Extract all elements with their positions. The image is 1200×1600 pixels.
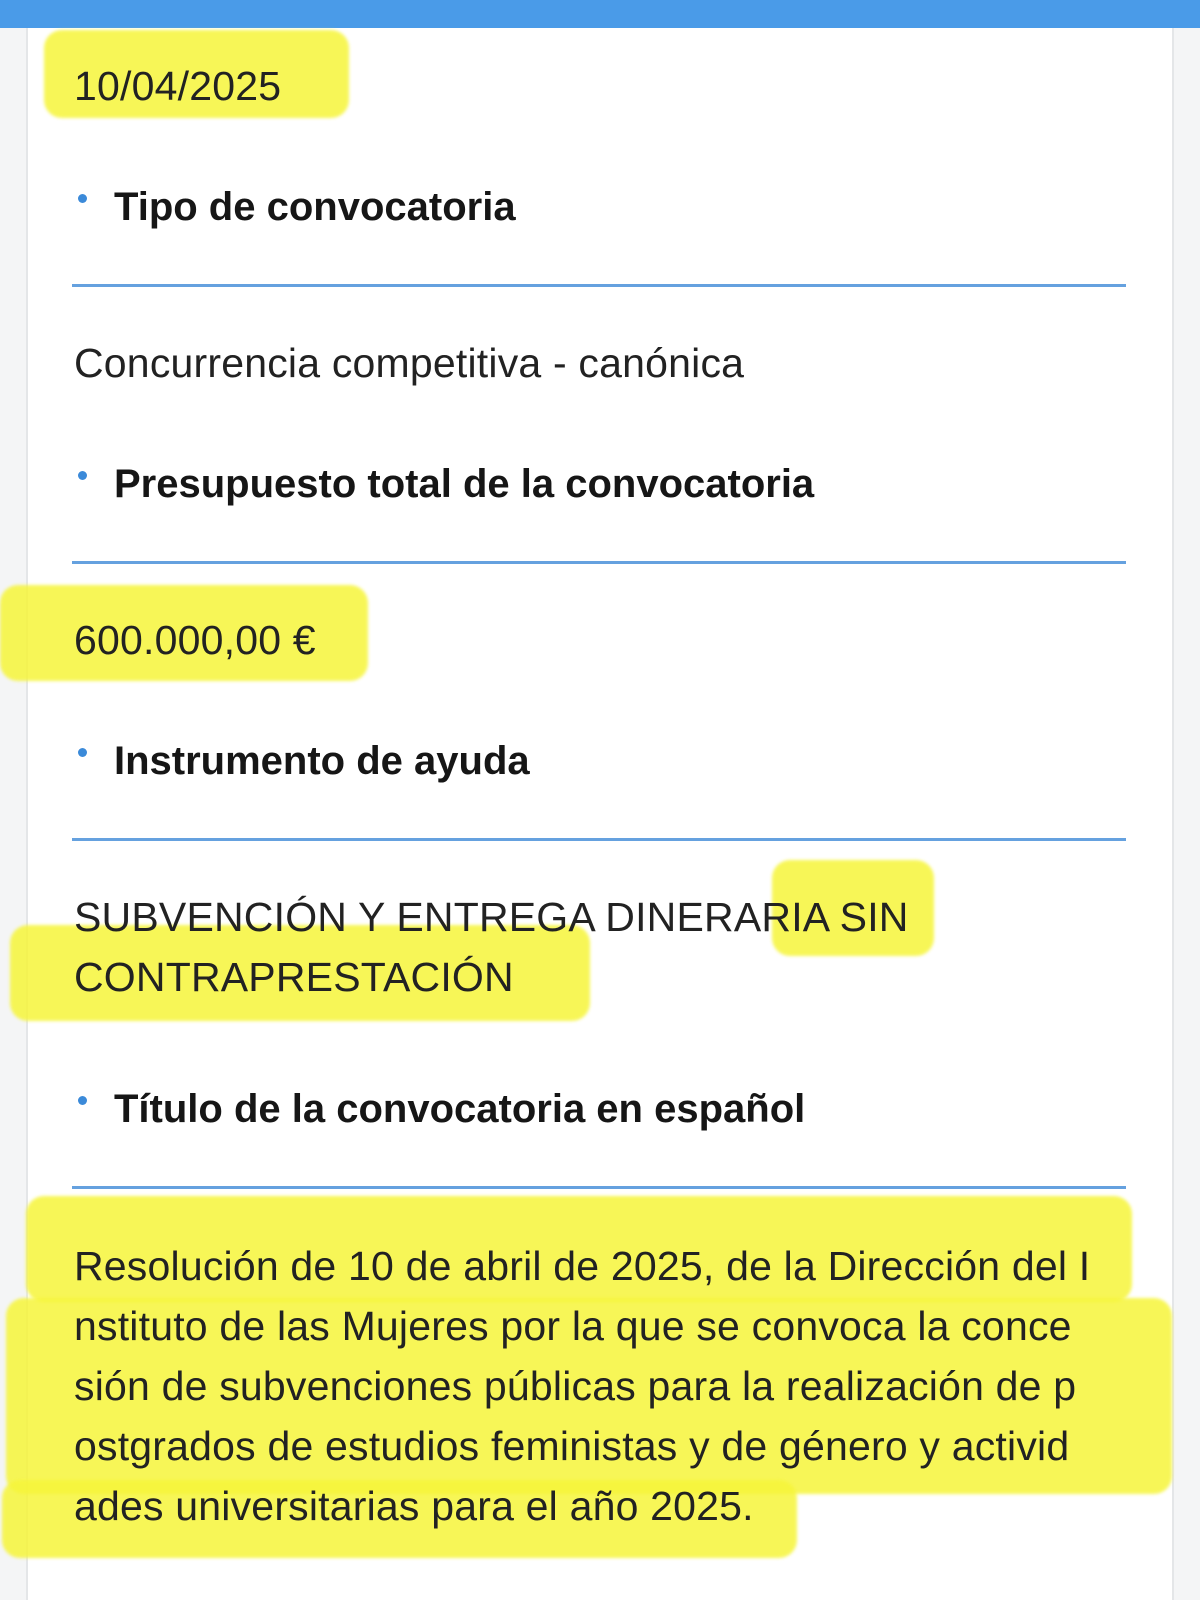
divider [72, 1186, 1126, 1189]
field-value-instrumento-line1: SUBVENCIÓN Y ENTREGA DINERARIA SIN [74, 894, 909, 940]
field-value-presupuesto: 600.000,00 € [74, 617, 316, 663]
bullet-icon [78, 194, 87, 203]
divider [72, 838, 1126, 841]
top-app-bar [0, 0, 1200, 28]
field-value-titulo-line: Resolución de 10 de abril de 2025, de la Dirección del I [74, 1243, 1091, 1289]
field-heading-titulo: Título de la convocatoria en español [114, 1087, 806, 1131]
bullet-icon [78, 471, 87, 480]
field-heading-instrumento: Instrumento de ayuda [114, 739, 530, 783]
field-value-titulo-line: sión de subvenciones públicas para la realización de p [74, 1363, 1077, 1409]
bullet-icon [78, 748, 87, 757]
divider [72, 561, 1126, 564]
field-value-titulo-line: ades universitarias para el año 2025. [74, 1483, 754, 1529]
field-heading-presupuesto: Presupuesto total de la convocatoria [114, 462, 815, 506]
field-value-titulo-line: nstituto de las Mujeres por la que se convoca la conce [74, 1303, 1072, 1349]
field-value-instrumento-line2: CONTRAPRESTACIÓN [74, 954, 514, 1000]
field-value-tipo: Concurrencia competitiva - canónica [74, 340, 745, 386]
divider [72, 284, 1126, 287]
field-heading-tipo: Tipo de convocatoria [114, 185, 516, 229]
bullet-icon [78, 1096, 87, 1105]
field-value-titulo-line: ostgrados de estudios feministas y de género y activid [74, 1423, 1070, 1469]
date-value: 10/04/2025 [74, 63, 282, 109]
